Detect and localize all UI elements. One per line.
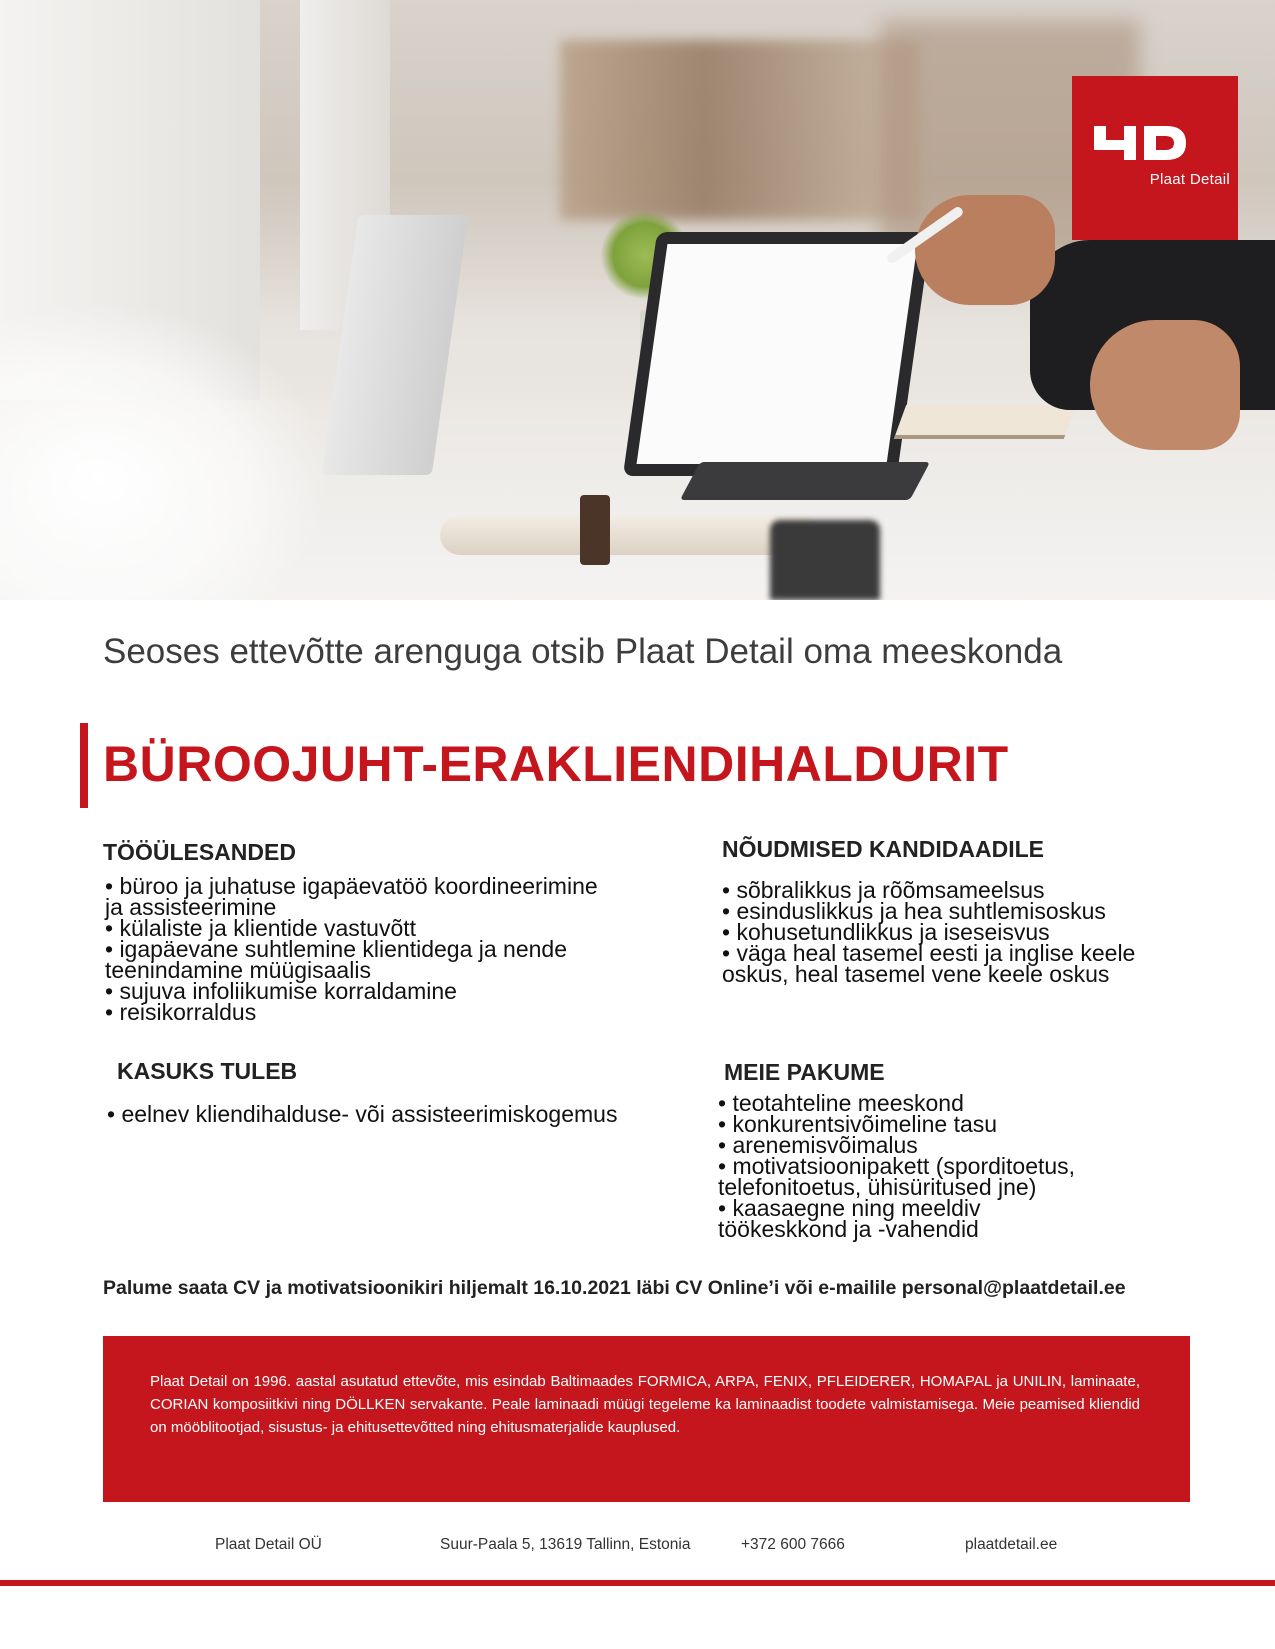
footer-company: Plaat Detail OÜ [215, 1536, 322, 1553]
list-item: • reisikorraldus [105, 999, 257, 1025]
list-item: • konkurentsivõimeline tasu [718, 1111, 998, 1137]
list-item: töökeskkond ja -vahendid [718, 1216, 979, 1242]
intro-text: Seoses ettevõtte arenguga otsib Plaat Detail oma meeskonda [103, 632, 1063, 671]
list-item: • igapäevane suhtlemine klientidega ja nende [105, 936, 567, 962]
footer-address: Suur-Paala 5, 13619 Tallinn, Estonia [440, 1536, 691, 1553]
list-item: ja assisteerimine [105, 894, 277, 920]
advantage-list [107, 1101, 618, 1127]
logo-mark-icon [1090, 122, 1190, 164]
list-item: • sõbralikkus ja rõõmsameelsus [722, 877, 1045, 903]
list-item: • esinduslikkus ja hea suhtlemisoskus [722, 898, 1106, 924]
apply-instructions: Palume saata CV ja motivatsioonikiri hiljemalt 16.10.2021 läbi CV Online’i või e-mailile personal@plaatdetail.ee [103, 1277, 1126, 1299]
list-item: • väga heal tasemel eesti ja inglise keele [722, 940, 1136, 966]
list-item: • eelnev kliendihalduse- või assisteerimiskogemus [107, 1101, 618, 1127]
list-item: telefonitoetus, ühisüritused jne) [718, 1174, 1037, 1200]
list-item: • külaliste ja klientide vastuvõtt [105, 915, 417, 941]
duties-heading: TÖÖÜLESANDED [103, 839, 296, 865]
company-description: Plaat Detail on 1996. aastal asutatud ettevõte, mis esindab Baltimaades FORMICA, ARPA, FENIX, PFLEIDERER, HOMAPAL ja UNILIN, laminaate, CORIAN komposiitkivi ning DÖLLKEN servakante. Peale laminaadi müügi tegeleme ka laminaadist toodete valmistamisega. Meie peamised kliendid on mööblitootjad, sisustus- ja ehitusettevõtted ning ehitusmaterjalide kauplused. [150, 1373, 1140, 1436]
footer-divider [0, 1580, 1275, 1586]
list-item: • motivatsioonipakett (sporditoetus, [718, 1153, 1076, 1179]
logo-text: Plaat Detail [1149, 171, 1230, 188]
list-item: • kohusetundlikkus ja iseseisvus [722, 919, 1050, 945]
footer-website: plaatdetail.ee [965, 1536, 1058, 1553]
list-item: oskus, heal tasemel vene keele oskus [722, 961, 1110, 987]
requirements-heading: NÕUDMISED KANDIDAADILE [722, 836, 1044, 862]
job-title: BÜROOJUHT-ERAKLIENDIHALDURIT [103, 736, 1009, 792]
company-logo [1072, 76, 1238, 240]
offer-heading: MEIE PAKUME [724, 1059, 885, 1085]
list-item: • kaasaegne ning meeldiv [718, 1195, 981, 1221]
list-item: • sujuva infoliikumise korraldamine [105, 978, 457, 1004]
duties-list [105, 873, 598, 1025]
offer-list [718, 1090, 1076, 1242]
footer-phone: +372 600 7666 [741, 1536, 845, 1553]
requirements-list [722, 877, 1136, 987]
advantage-heading: KASUKS TULEB [117, 1058, 298, 1084]
list-item: • büroo ja juhatuse igapäevatöö koordineerimine [105, 873, 598, 899]
list-item: • arenemisvõimalus [718, 1132, 918, 1158]
list-item: teenindamine müügisaalis [105, 957, 371, 983]
company-description-box [103, 1336, 1190, 1502]
title-accent-bar [80, 723, 88, 808]
list-item: • teotahteline meeskond [718, 1090, 964, 1116]
